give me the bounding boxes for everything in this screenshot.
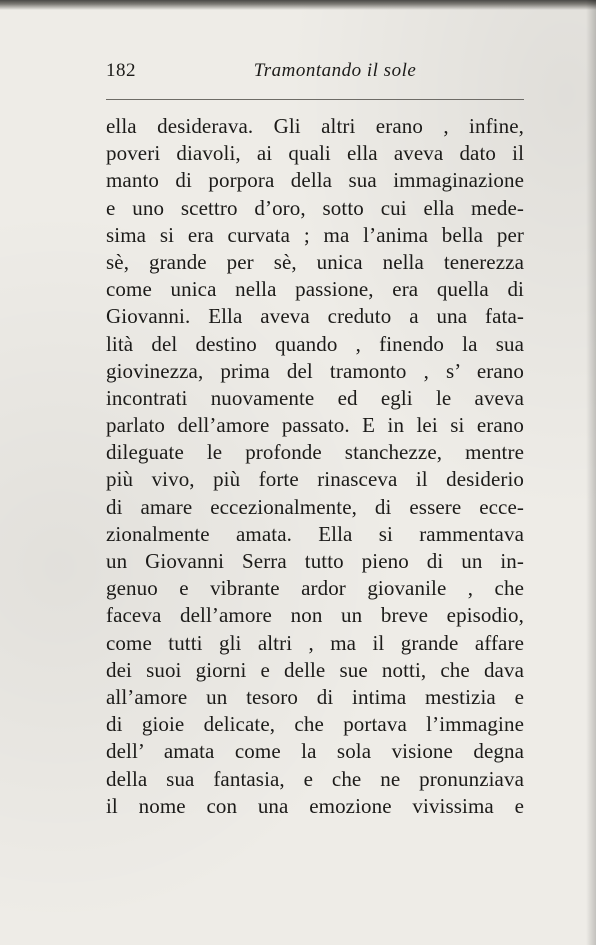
text-line: Giovanni. Ella aveva creduto a una fata- <box>106 304 524 329</box>
text-line: come unica nella passione, era quella di <box>106 277 524 302</box>
page-header <box>106 60 524 92</box>
text-line: più vivo, più forte rinasceva il desiderio <box>106 467 524 492</box>
text-line: parlato dell’amore passato. E in lei si erano <box>106 413 524 438</box>
text-line: un Giovanni Serra tutto pieno di un in- <box>106 549 524 573</box>
text-line: genuo e vibrante ardor giovanile , che <box>106 576 524 601</box>
text-line: come tutti gli altri , ma il grande affare <box>106 630 524 655</box>
text-line: zionalmente amata. Ella si rammentava <box>106 521 524 546</box>
text-line: il nome con una emozione vivissima e <box>106 793 524 818</box>
text-line: dei suoi giorni e delle sue notti, che dava <box>106 657 524 682</box>
text-line: incontrati nuovamente ed egli le aveva <box>106 385 524 410</box>
body-text <box>106 113 524 820</box>
text-line: sè, grande per sè, unica nella tenerezza <box>106 249 524 274</box>
text-line: della sua fantasia, e che ne pronunziava <box>106 766 524 791</box>
text-line: ella desiderava. Gli altri erano , infine, <box>106 114 524 138</box>
text-line: poveri diavoli, ai quali ella aveva dato il <box>106 141 524 166</box>
text-line: giovinezza, prima del tramonto , s’ erano <box>106 358 524 383</box>
header-rule <box>106 99 524 100</box>
text-line: di amare eccezionalmente, di essere ecce- <box>106 494 524 519</box>
text-line: e uno scettro d’oro, sotto cui ella mede- <box>106 195 524 220</box>
text-line: sima si era curvata ; ma l’anima bella per <box>106 222 524 247</box>
text-line: dell’ amata come la sola visione degna <box>106 739 524 764</box>
text-line: faceva dell’amore non un breve episodio, <box>106 603 524 628</box>
text-line: manto di porpora della sua immaginazione <box>106 168 524 193</box>
text-line: all’amore un tesoro di intima mestizia e <box>106 684 524 709</box>
running-title: Tramontando il sole <box>253 60 417 81</box>
page-top-edge-shadow <box>0 0 596 10</box>
text-line: lità del destino quando , finendo la sua <box>106 331 524 356</box>
page-right-edge-shadow <box>586 0 596 945</box>
page-number: 182 <box>106 60 136 81</box>
text-line: di gioie delicate, che portava l’immagine <box>106 712 524 737</box>
text-line: dileguate le profonde stanchezze, mentre <box>106 440 524 465</box>
